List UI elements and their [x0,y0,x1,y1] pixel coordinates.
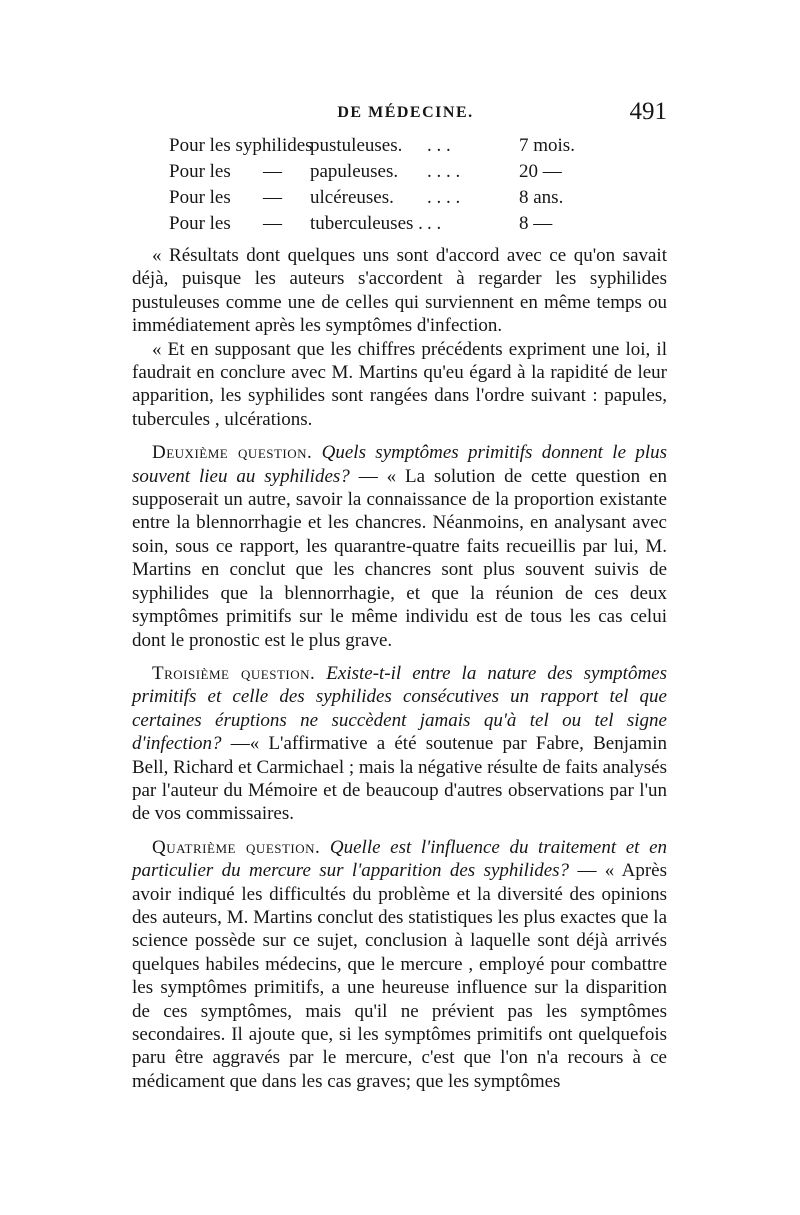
question-text: Existe-t-il entre la nature des symptômes primitifs et celle des syphilides consécutives un rapport tel que certaines éruptions ne succèdent jamais qu'à tel ou tel signe d'infection? [132,662,667,755]
question-paragraph [132,441,667,652]
table-row [132,159,672,185]
row-prefix: Pour les [169,161,231,182]
question-paragraph [132,662,667,826]
paragraph: « Résultats dont quelques uns sont d'accord avec ce qu'on savait déjà, puisque les auteurs s'accordent à regarder les syphilides pustuleuses comme une de celles qui surviennent en même temps ou immédiatement après les symptômes d'infection. [132,245,667,337]
answer-text: — « La solution de cette question en supposerait un autre, savoir la connaissance de la proportion existante entre la blennorrhagie et les chancres. Néanmoins, en analysant avec soin, sous ce rapport, les quarantre-quatre faits recueillis par lui, M. Martins en conclut que les chancres sont plus souvent suivis de syphilides que la blennorrhagie, et que la réunion de ces deux symptômes primitifs sur le même individu est de tous les cas celui dont le pronostic est le plus grave. [132,465,667,651]
running-head [132,98,667,126]
row-leader-dots: . . . . [427,187,461,208]
row-leader-dots: . . . [427,135,451,156]
row-value: 20 — [519,161,562,182]
question-text: Quelle est l'influence du traitement et en particulier du mercure sur l'apparition des syphilides? [132,836,667,882]
row-leader-dots: . . [427,213,442,234]
row-type: ulcéreuses. [310,187,394,208]
answer-text: —« L'affirmative a été soutenue par Fabre, Benjamin Bell, Richard et Carmichael ; mais la négative résulte de faits analysés par l'auteur du Mémoire et de beaucoup d'autres observations par l'un de vos commissaires. [132,733,667,825]
paragraph: « Et en supposant que les chiffres précédents expriment une loi, il faudrait en conclure avec M. Martins qu'eu égard à la rapidité de leur apparition, les syphilides sont rangées dans l'ordre suivant : papules, tubercules , ulcérations. [132,338,667,430]
row-value: 7 mois. [519,135,575,156]
running-head-title: DE MÉDECINE. [337,104,474,121]
body-text [132,244,667,1093]
answer-text: — « Après avoir indiqué les difficultés du problème et la diversité des opinions des auteurs, M. Martins conclut des statistiques les plus exactes que la science possède sur ce sujet, conclusion à laquelle sont déjà arrivés quelques habiles médecins, que le mercure , employé pour combattre les symptômes primitifs, a une heureuse influence sur la disparition de ces symptômes, mais qu'il ne prévient pas les symptômes secondaires. Il ajoute que, si les symptômes primitifs ont quelquefois paru être aggravés par le mercure, c'est que l'on n'a recours à ce médicament que dans les cas graves; que les symptômes [132,860,668,1092]
row-type: pustuleuses. [310,135,403,156]
table-row [132,133,672,159]
statistics-table [132,133,672,237]
row-prefix: Pour les [169,213,231,234]
row-prefix: Pour les syphilides [169,135,313,156]
row-leader-dots: . . . . [427,161,461,182]
question-label: Quatrième question. [152,836,321,858]
row-value: 8 ans. [519,187,564,208]
row-type: papuleuses. [310,161,399,182]
row-value: 8 — [519,213,553,234]
question-label: Deuxième question. [152,442,313,464]
row-ditto-dash: — [263,187,282,208]
question-paragraph [132,836,667,1093]
question-text: Quels symptômes primitifs donnent le plus souvent lieu au syphilides? [132,442,668,487]
table-row [132,211,672,237]
page-number: 491 [629,98,667,125]
row-ditto-dash: — [263,161,282,182]
row-type: tuberculeuses . [310,213,423,234]
table-row [132,185,672,211]
row-ditto-dash: — [263,213,282,234]
row-prefix: Pour les [169,187,231,208]
question-label: Troisième question. [152,662,316,684]
